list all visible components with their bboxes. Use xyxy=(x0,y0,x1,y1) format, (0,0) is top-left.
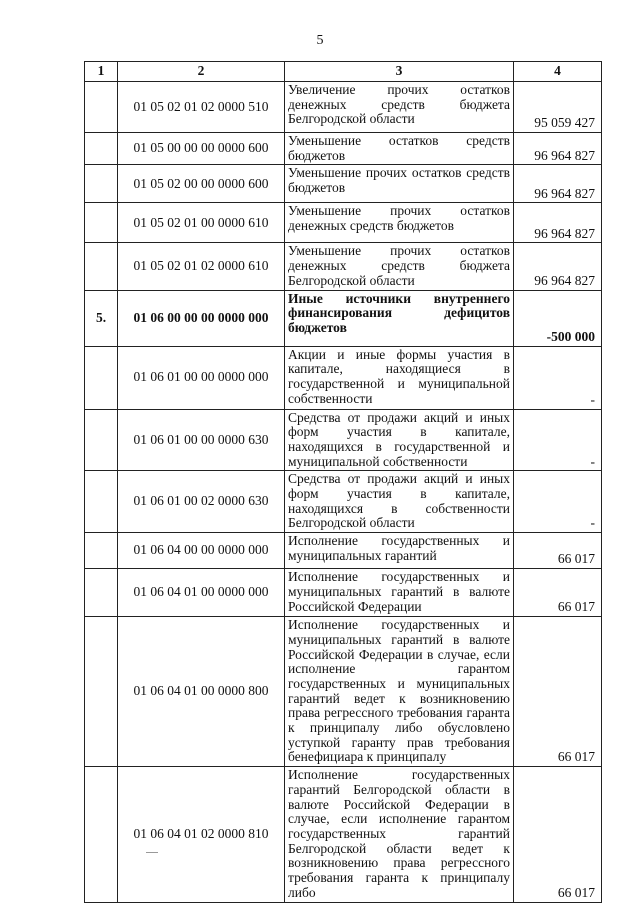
row-code: 01 05 02 01 00 0000 610 xyxy=(118,203,285,243)
row-number: 5. xyxy=(85,290,118,346)
row-amount: 66 017 xyxy=(514,533,602,569)
row-amount: - xyxy=(514,471,602,533)
table-header-row xyxy=(85,62,602,82)
row-number xyxy=(85,533,118,569)
table-row xyxy=(85,617,602,767)
table-row xyxy=(85,767,602,902)
row-amount: 66 017 xyxy=(514,617,602,767)
row-name: Уменьшение прочих остатков средств бюджетов xyxy=(285,165,514,203)
row-code: 01 06 04 01 00 0000 800 xyxy=(118,617,285,767)
row-name: Исполнение государственных и муниципальных гарантий в валюте Российской Федерации в случае, если исполнение гарантом государственных и муниципальных гарантий ведет к возникновению права регрессного требования гаранта к принципалу либо обусловлено уступкой гаранту прав требования бенефициара к принципалу xyxy=(285,617,514,767)
row-amount: - xyxy=(514,346,602,409)
header-col-2: 2 xyxy=(118,62,285,82)
table-row-section-5 xyxy=(85,290,602,346)
row-name: Уменьшение прочих остатков денежных средств бюджетов xyxy=(285,203,514,243)
row-name: Средства от продажи акций и иных форм участия в капитале, находящихся в собственности Белгородской области xyxy=(285,471,514,533)
row-amount: 66 017 xyxy=(514,767,602,902)
row-number xyxy=(85,133,118,165)
row-code: 01 05 02 01 02 0000 510 xyxy=(118,82,285,133)
row-amount: - xyxy=(514,409,602,471)
row-code: 01 06 04 00 00 0000 000 xyxy=(118,533,285,569)
row-number xyxy=(85,243,118,290)
row-amount: -500 000 xyxy=(514,290,602,346)
table-row xyxy=(85,569,602,617)
row-code: 01 05 02 01 02 0000 610 xyxy=(118,243,285,290)
row-number xyxy=(85,767,118,902)
table-row xyxy=(85,409,602,471)
row-code: 01 05 00 00 00 0000 600 xyxy=(118,133,285,165)
row-amount: 96 964 827 xyxy=(514,243,602,290)
table-row xyxy=(85,165,602,203)
page-number: 5 xyxy=(316,33,324,48)
row-name: Уменьшение остатков средств бюджетов xyxy=(285,133,514,165)
row-number xyxy=(85,569,118,617)
row-code: 01 06 01 00 00 0000 000 xyxy=(118,346,285,409)
row-name: Акции и иные формы участия в капитале, находящиеся в государственной и муниципальной собственности xyxy=(285,346,514,409)
row-name: Исполнение государственных гарантий Белгородской области в валюте Российской Федерации в случае, если исполнение гарантом государственных гарантий Белгородской области ведет к возникновению права регрессного требования гаранта к принципалу либо xyxy=(285,767,514,902)
table-row xyxy=(85,203,602,243)
row-name: Уменьшение прочих остатков денежных средств бюджета Белгородской области xyxy=(285,243,514,290)
row-amount: 96 964 827 xyxy=(514,133,602,165)
row-amount: 95 059 427 xyxy=(514,82,602,133)
table-row xyxy=(85,471,602,533)
row-number xyxy=(85,346,118,409)
row-code: 01 05 02 00 00 0000 600 xyxy=(118,165,285,203)
table-row xyxy=(85,133,602,165)
row-code: 01 06 04 01 00 0000 000 xyxy=(118,569,285,617)
row-code: 01 06 01 00 02 0000 630 xyxy=(118,471,285,533)
row-amount: 96 964 827 xyxy=(514,203,602,243)
row-number xyxy=(85,82,118,133)
row-name: Исполнение государственных и муниципальных гарантий в валюте Российской Федерации xyxy=(285,569,514,617)
table-row xyxy=(85,533,602,569)
row-name: Иные источники внутреннего финансирования дефицитов бюджетов xyxy=(285,290,514,346)
row-code: 01 06 04 01 02 0000 810 xyxy=(118,767,285,902)
row-name: Средства от продажи акций и иных форм участия в капитале, находящихся в государственной и муниципальной собственности xyxy=(285,409,514,471)
row-name: Увеличение прочих остатков денежных средств бюджета Белгородской области xyxy=(285,82,514,133)
budget-sources-table xyxy=(84,61,602,903)
table-row xyxy=(85,82,602,133)
scan-mark xyxy=(146,852,158,853)
header-col-4: 4 xyxy=(514,62,602,82)
row-amount: 66 017 xyxy=(514,569,602,617)
row-number xyxy=(85,203,118,243)
row-code: 01 06 00 00 00 0000 000 xyxy=(118,290,285,346)
row-code: 01 06 01 00 00 0000 630 xyxy=(118,409,285,471)
table-row xyxy=(85,243,602,290)
row-amount: 96 964 827 xyxy=(514,165,602,203)
row-number xyxy=(85,471,118,533)
row-number xyxy=(85,409,118,471)
header-col-3: 3 xyxy=(285,62,514,82)
header-col-1: 1 xyxy=(85,62,118,82)
table-row xyxy=(85,346,602,409)
row-name: Исполнение государственных и муниципальных гарантий xyxy=(285,533,514,569)
row-number xyxy=(85,617,118,767)
row-number xyxy=(85,165,118,203)
